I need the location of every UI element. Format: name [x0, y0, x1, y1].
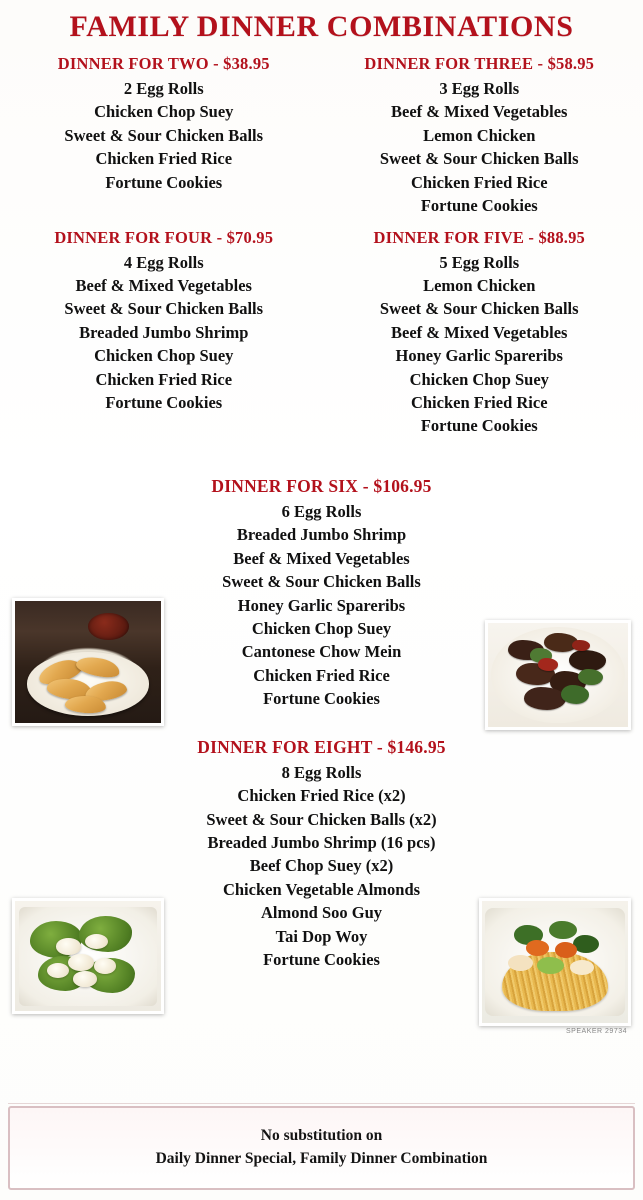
list-item: Sweet & Sour Chicken Balls — [64, 125, 264, 145]
list-item: Tai Dop Woy — [275, 926, 368, 946]
combo-dinner-for-two — [6, 54, 322, 194]
list-item: 5 Egg Rolls — [439, 252, 520, 272]
list-item: Lemon Chicken — [423, 125, 536, 145]
list-item: Breaded Jumbo Shrimp — [79, 322, 249, 342]
combo-name: DINNER FOR SIX — [211, 475, 359, 496]
combo-price: $70.95 — [226, 227, 274, 247]
list-item: Beef & Mixed Vegetables — [391, 102, 568, 122]
page-title: FAMILY DINNER COMBINATIONS — [69, 10, 574, 43]
combo-name: DINNER FOR FIVE — [373, 227, 525, 247]
list-item: Chicken Fried Rice — [253, 665, 390, 685]
note-line-1: No substitution on — [260, 1126, 383, 1144]
combo-item-list — [0, 761, 643, 972]
list-item: Cantonese Chow Mein — [241, 642, 402, 662]
list-item: Chicken Fried Rice (x2) — [237, 786, 406, 806]
list-item: Fortune Cookies — [105, 393, 223, 413]
combo-column-right — [322, 222, 638, 440]
combo-price: $106.95 — [373, 475, 432, 496]
combo-name: DINNER FOR TWO — [57, 54, 209, 73]
combo-heading — [6, 228, 322, 248]
list-item: Breaded Jumbo Shrimp — [236, 525, 407, 545]
list-item: 8 Egg Rolls — [281, 762, 362, 782]
combo-heading — [0, 476, 643, 497]
list-item: Lemon Chicken — [423, 275, 536, 295]
combo-dash: - — [528, 227, 535, 247]
list-item: Chicken Chop Suey — [94, 102, 234, 122]
combo-dinner-for-five — [322, 228, 638, 438]
divider — [8, 1103, 635, 1104]
combo-dinner-for-four — [6, 228, 322, 415]
combo-heading — [322, 228, 638, 248]
list-item: 3 Egg Rolls — [439, 79, 520, 98]
list-item: 4 Egg Rolls — [123, 252, 204, 272]
combo-item-list — [0, 500, 643, 711]
page-title-wrap — [0, 0, 643, 46]
combo-heading — [322, 54, 638, 74]
list-item: Chicken Fried Rice — [95, 149, 233, 169]
list-item: Sweet & Sour Chicken Balls (x2) — [206, 809, 437, 829]
combo-column-right — [322, 48, 638, 220]
list-item: Chicken Chop Suey — [409, 369, 549, 389]
note-line-2: Daily Dinner Special, Family Dinner Combination — [155, 1149, 488, 1167]
combo-dash: - — [216, 227, 223, 247]
combo-item-list — [6, 251, 322, 415]
list-item: Sweet & Sour Chicken Balls — [222, 572, 421, 592]
combo-dash: - — [213, 54, 219, 73]
combo-heading — [0, 737, 643, 758]
list-item: Fortune Cookies — [105, 172, 223, 192]
list-item: Fortune Cookies — [420, 196, 538, 216]
list-item: 2 Egg Rolls — [123, 79, 204, 98]
combo-row-1 — [0, 46, 643, 220]
list-item: Breaded Jumbo Shrimp (16 pcs) — [207, 832, 436, 852]
list-item: Chicken Chop Suey — [251, 619, 392, 639]
combo-item-list — [322, 77, 638, 218]
combo-name: DINNER FOR EIGHT — [197, 736, 373, 757]
list-item: Honey Garlic Spareribs — [237, 595, 406, 615]
combo-price: $88.95 — [538, 227, 586, 247]
list-item: Beef Chop Suey (x2) — [249, 856, 394, 876]
combo-name: DINNER FOR FOUR — [54, 227, 213, 247]
combo-price: $146.95 — [387, 736, 446, 757]
spacer — [0, 440, 643, 466]
list-item: Fortune Cookies — [420, 416, 538, 436]
photo-credit: SPEAKER 29734 — [566, 1028, 627, 1035]
list-item: Chicken Fried Rice — [410, 172, 548, 192]
no-substitution-note — [8, 1106, 635, 1191]
list-item: Chicken Fried Rice — [95, 369, 233, 389]
combo-dash: - — [537, 54, 544, 73]
list-item: Beef & Mixed Vegetables — [391, 322, 568, 342]
combo-price: $38.95 — [223, 54, 270, 73]
combo-item-list — [6, 77, 322, 194]
combo-dash: - — [362, 475, 369, 496]
combo-dinner-for-eight — [0, 737, 643, 972]
list-item: Sweet & Sour Chicken Balls — [64, 299, 264, 319]
list-item: Fortune Cookies — [263, 950, 380, 970]
combo-item-list — [322, 251, 638, 438]
list-item: Chicken Fried Rice — [410, 393, 548, 413]
combo-column-left — [6, 48, 322, 220]
list-item: Chicken Vegetable Almonds — [222, 879, 421, 899]
combo-row-2 — [0, 220, 643, 440]
list-item: Beef & Mixed Vegetables — [75, 275, 252, 295]
combo-dinner-for-six — [0, 476, 643, 711]
list-item: Sweet & Sour Chicken Balls — [379, 149, 579, 169]
list-item: Sweet & Sour Chicken Balls — [379, 299, 579, 319]
combo-heading — [6, 54, 322, 74]
combo-dinner-for-three — [322, 54, 638, 218]
list-item: 6 Egg Rolls — [281, 501, 362, 521]
list-item: Almond Soo Guy — [260, 903, 383, 923]
list-item: Honey Garlic Spareribs — [395, 346, 563, 366]
list-item: Fortune Cookies — [263, 689, 380, 709]
combo-column-left — [6, 222, 322, 440]
combo-dash: - — [376, 736, 383, 757]
list-item: Beef & Mixed Vegetables — [233, 548, 410, 568]
combo-name: DINNER FOR THREE — [364, 54, 534, 73]
list-item: Chicken Chop Suey — [94, 346, 234, 366]
combo-price: $58.95 — [547, 54, 595, 73]
